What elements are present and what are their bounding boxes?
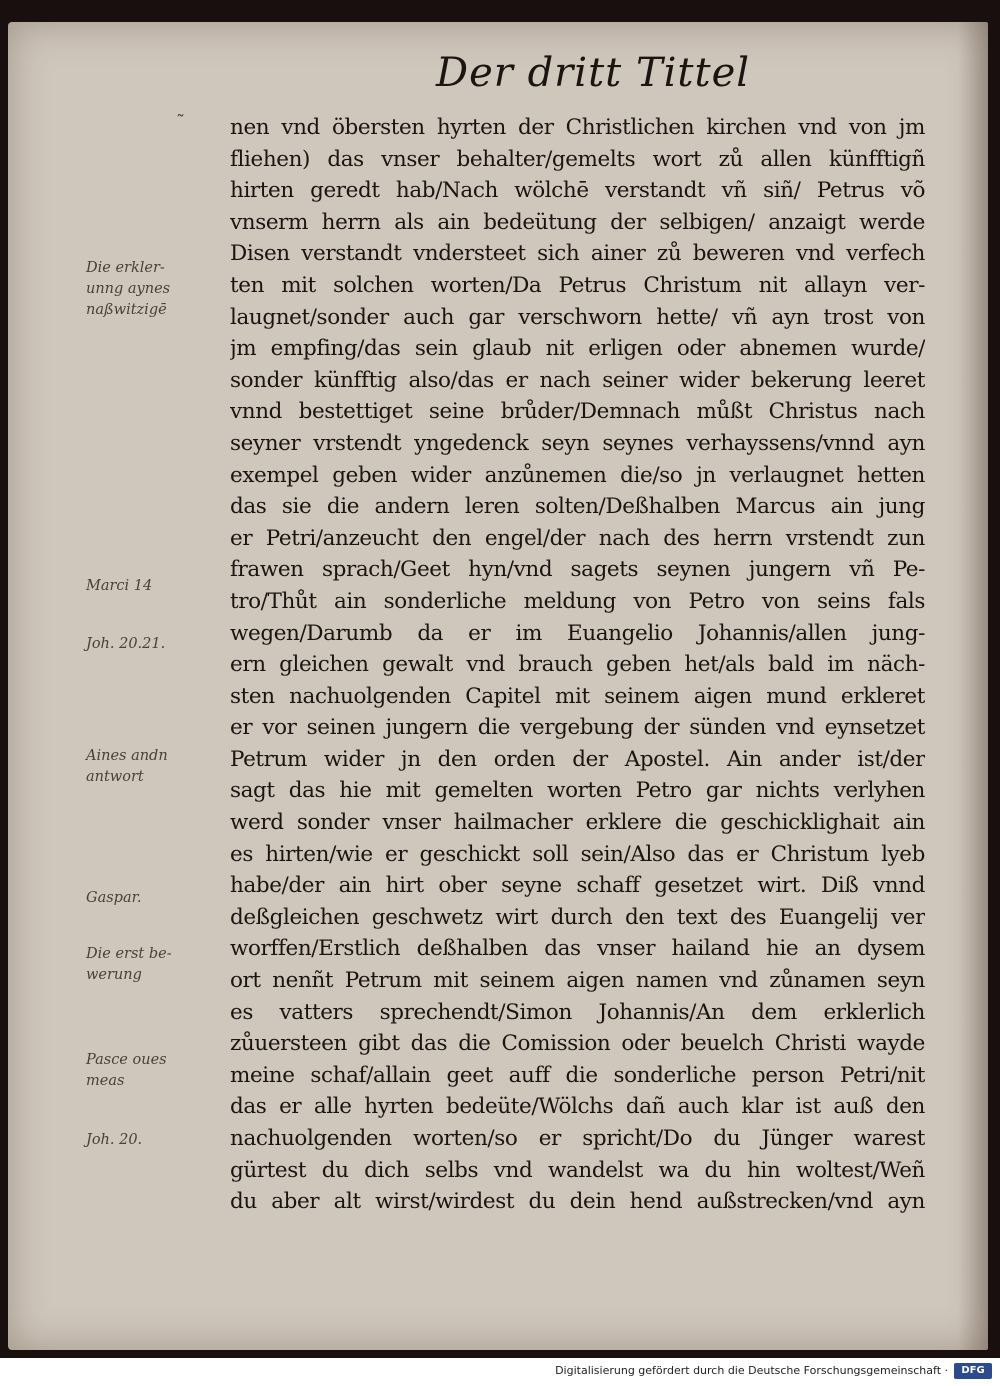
text-line: Petrum wider jn den orden der Apostel. Ain ander ist/der: [230, 746, 925, 772]
text-line: habe/der ain hirt ober seyne schaff gesetzet wirt. Diß vnnd: [230, 873, 925, 899]
text-line: tro/Thůt ain sonderliche meldung von Petro von seins fals: [230, 588, 925, 614]
text-line: fliehen) das vnser behalter/gemelts wort zů allen künfftigñ: [230, 146, 925, 172]
dfg-logo: DFG: [954, 1363, 992, 1379]
margin-note-line: Gaspar.: [86, 890, 142, 906]
text-line: worffen/Erstlich deßhalben das vnser hailand hie an dysem: [230, 936, 925, 962]
text-line: er Petri/anzeucht den engel/der nach des herrn vrstendt zun: [230, 525, 925, 551]
margin-note-line: Die erkler-: [86, 260, 165, 276]
margin-note-line: Pasce oues: [86, 1052, 167, 1068]
text-line: es hirten/wie er geschickt soll sein/Also das er Christum lyeb: [230, 841, 925, 867]
margin-note-line: werung: [86, 967, 142, 983]
margin-tick-mark: ˜: [176, 112, 185, 133]
margin-note: [86, 576, 226, 597]
margin-note: [86, 258, 226, 321]
text-line: meine schaf/allain geet auff die sonderliche person Petri/nit: [230, 1062, 925, 1088]
text-line: laugnet/sonder auch gar verschworn hette/ vñ ayn trost von: [230, 304, 925, 330]
margin-note-line: unng aynes: [86, 281, 171, 297]
margin-note: [86, 888, 226, 909]
text-line: sagt das hie mit gemelten worten Petro gar nichts verlyhen: [230, 778, 925, 804]
text-line: ern gleichen gewalt vnd brauch geben het/als bald im näch-: [230, 652, 925, 678]
text-line: vnserm herrn als ain bedeütung der selbigen/ anzaigt werde: [230, 209, 925, 235]
text-line: exempel geben wider anzůnemen die/so jn verlaugnet hetten: [230, 462, 925, 488]
margin-note: [86, 944, 226, 986]
text-line: zůuersteen gibt das die Comission oder beuelch Christi wayde: [230, 1031, 925, 1057]
text-line: nachuolgenden worten/so er spricht/Do du Jünger warest: [230, 1126, 925, 1151]
running-head: Der dritt Tittel: [436, 50, 751, 96]
margin-note-line: Marci 14: [86, 578, 153, 594]
margin-note-line: antwort: [86, 769, 144, 785]
text-line: es vatters sprechendt/Simon Johannis/An dem erklerlich: [230, 999, 925, 1025]
text-line: wegen/Darumb da er im Euangelio Johannis/allen jung-: [230, 620, 925, 646]
text-line: frawen sprach/Geet hyn/vnd sagets seynen jungern vñ Pe-: [230, 557, 925, 583]
text-line: das er alle hyrten bedeüte/Wölchs dañ auch klar ist auß den: [230, 1094, 925, 1120]
text-line: ten mit solchen worten/Da Petrus Christum nit allayn ver-: [230, 272, 925, 298]
margin-note-line: meas: [86, 1073, 125, 1089]
margin-note: [86, 746, 226, 788]
footer-bar: [0, 1358, 1000, 1386]
margin-note-line: Joh. 20.: [86, 1132, 143, 1148]
text-line: Disen verstandt vndersteet sich ainer zů beweren vnd verfech: [230, 241, 925, 267]
text-line: ort nenñt Petrum mit seinem aigen namen vnd zůnamen seyn: [230, 968, 925, 994]
funding-notice: Digitalisierung gefördert durch die Deutsche Forschungsgemeinschaft ·: [555, 1364, 948, 1377]
text-line: jm empfing/das sein glaub nit erligen oder abnemen wurde/: [230, 336, 925, 362]
page-edge-shadow: [958, 22, 988, 1350]
margin-note-line: Joh. 20.21.: [86, 636, 166, 652]
margin-note: [86, 1130, 226, 1151]
text-line: er vor seinen jungern die vergebung der sünden vnd eynsetzet: [230, 715, 925, 741]
margin-note-line: Aines andn: [86, 748, 168, 764]
body-text: [230, 112, 925, 1218]
text-line: das sie die andern leren solten/Deßhalben Marcus ain jung: [230, 494, 925, 520]
margin-note: [86, 1050, 226, 1092]
margin-note: [86, 634, 226, 655]
text-line: gürtest du dich selbs vnd wandelst wa du hin woltest/Weñ: [230, 1157, 925, 1183]
text-line: vnnd bestettiget seine brůder/Demnach můßt Christus nach: [230, 399, 925, 425]
text-line: seyner vrstendt yngedenck seyn seynes verhayssens/vnnd ayn: [230, 430, 925, 456]
margin-note-line: Die erst be-: [86, 946, 172, 962]
text-line: werd sonder vnser hailmacher erklere die geschicklighait ain: [230, 810, 925, 836]
text-line: sonder künfftig also/das er nach seiner wider bekerung leeret: [230, 367, 925, 393]
text-line: hirten geredt hab/Nach wölchē verstandt vñ siñ/ Petrus võ: [230, 178, 925, 204]
text-line: nen vnd öbersten hyrten der Christlichen kirchen vnd von jm: [230, 115, 925, 140]
margin-note-line: naßwitzigē: [86, 302, 167, 318]
text-line: deßgleichen geschwetz wirt durch den text des Euangelij ver: [230, 904, 925, 930]
text-line: du aber alt wirst/wirdest du dein hend außstrecken/vnd ayn: [230, 1189, 925, 1215]
text-line: sten nachuolgenden Capitel mit seinem aigen mund erkleret: [230, 683, 925, 709]
